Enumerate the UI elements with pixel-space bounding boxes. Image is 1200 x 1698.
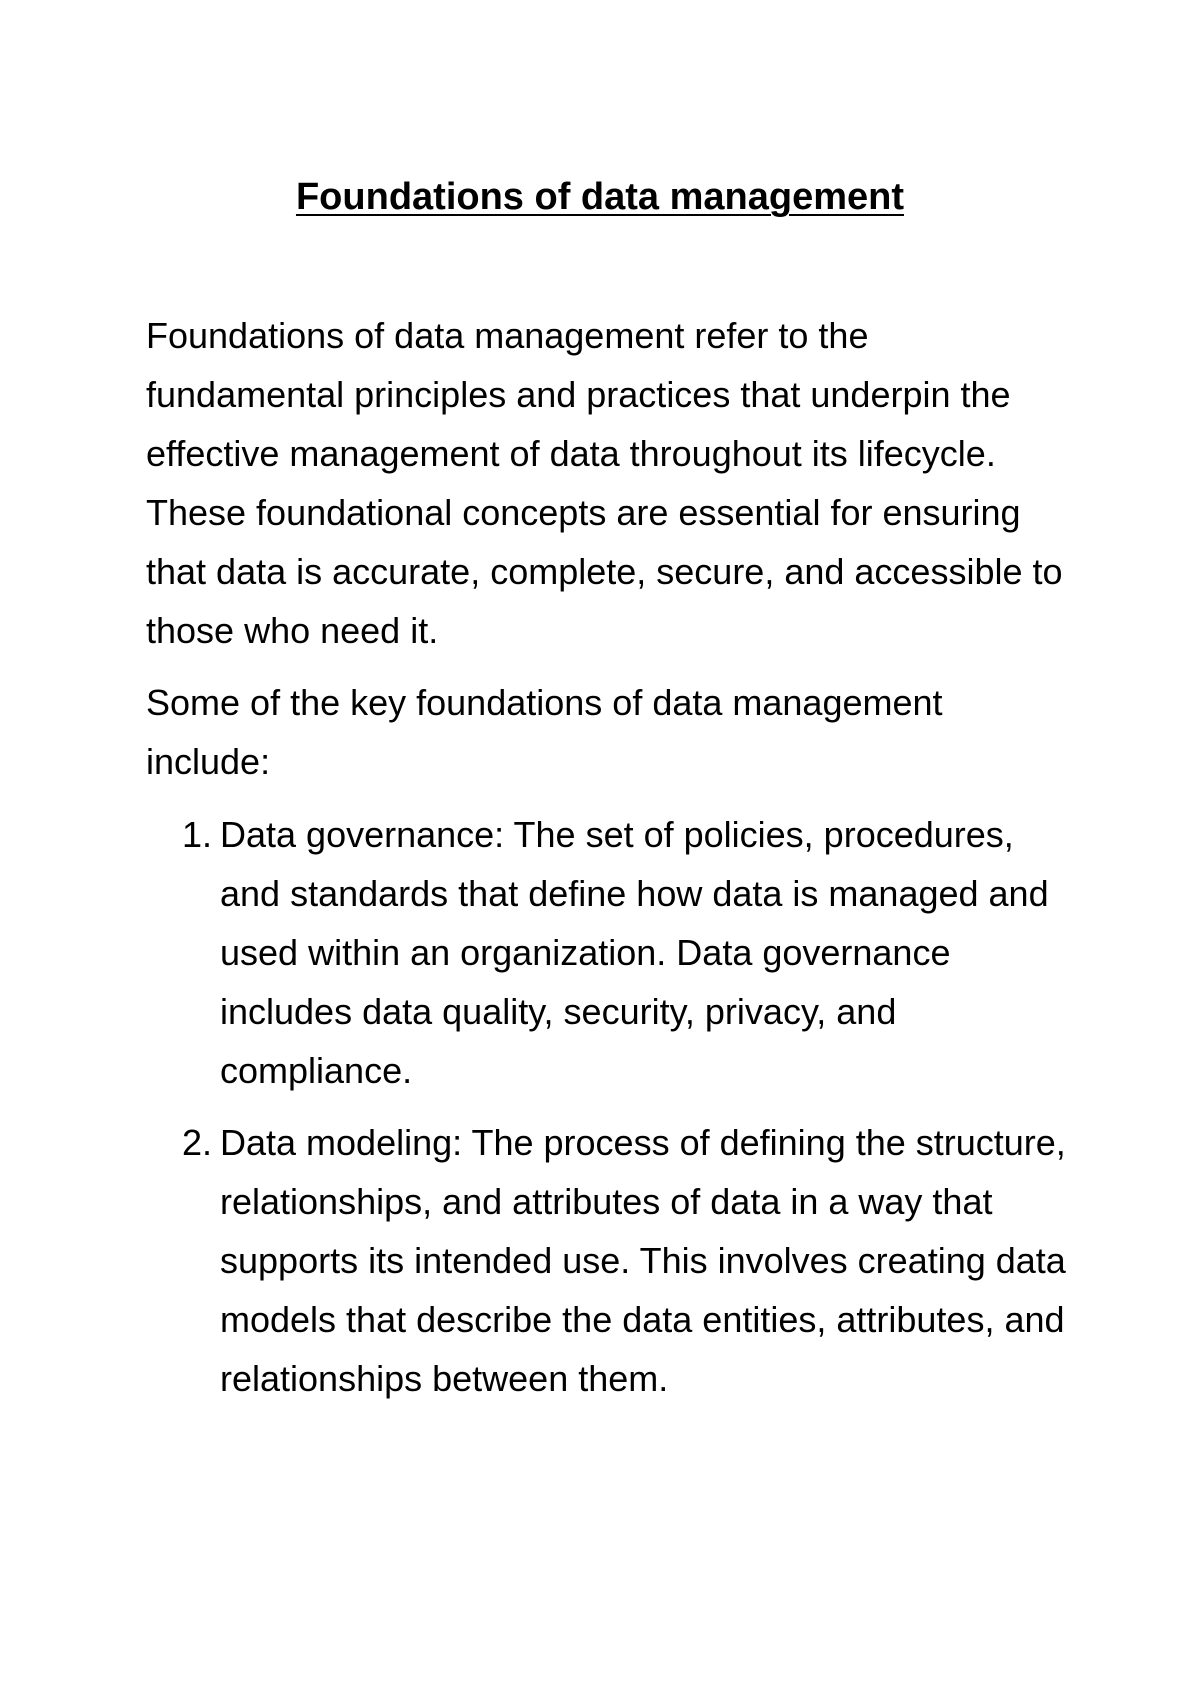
list-item-text: Data modeling: The process of defining the structure, relationships, and attributes of data in a way that supports its intended use. This involves creating data models that describe the data entities, attributes, and relationships between them. — [220, 1122, 1066, 1399]
list-item — [146, 805, 1066, 1100]
foundations-intro-paragraph: Some of the key foundations of data management include: — [146, 682, 943, 782]
foundations-list — [146, 805, 1066, 1408]
intro-paragraph: Foundations of data management refer to the fundamental principles and practices that underpin the effective management of data throughout its lifecycle. These foundational concepts are essential for ensuring that data is accurate, complete, secure, and accessible to those who need it. — [146, 315, 1063, 651]
list-item-number: 2. — [182, 1122, 213, 1163]
document-body — [146, 306, 1066, 1408]
list-item-number: 1. — [182, 814, 213, 855]
list-item-text: Data governance: The set of policies, procedures, and standards that define how data is managed and used within an organization. Data governance includes data quality, security, privacy, and compliance. — [220, 814, 1049, 1091]
document-title: Foundations of data management — [295, 176, 905, 219]
list-item — [146, 1113, 1066, 1408]
